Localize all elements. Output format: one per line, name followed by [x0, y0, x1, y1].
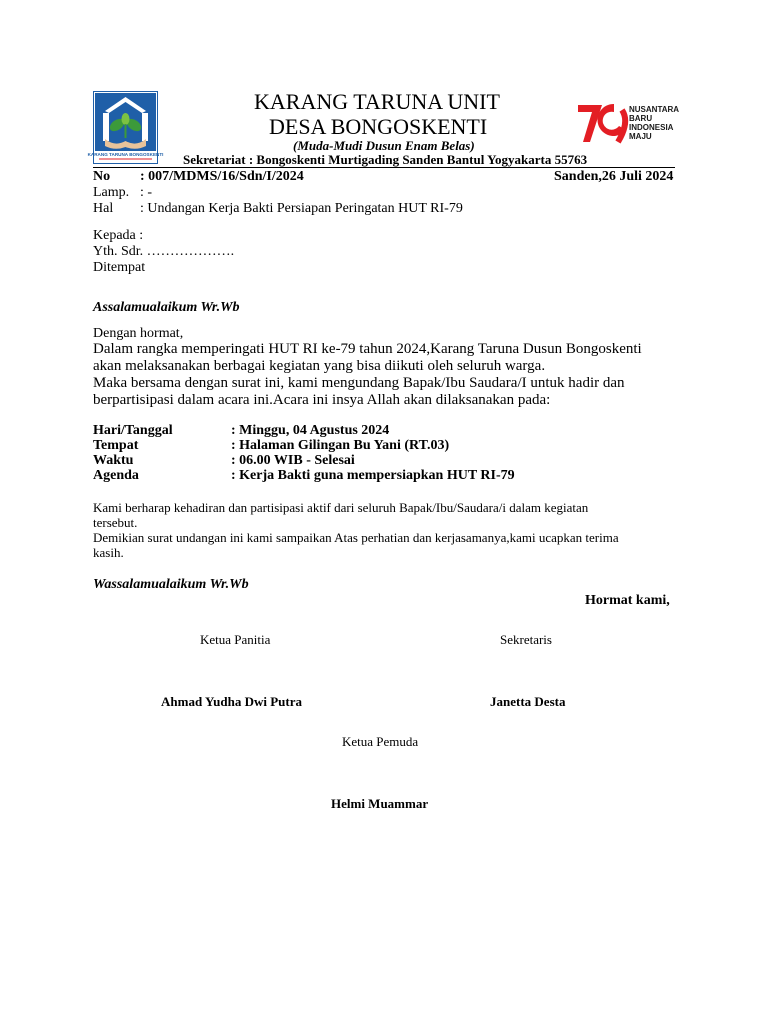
closing-line-2: tersebut.: [93, 515, 138, 530]
ketua-pemuda-title: Ketua Pemuda: [342, 734, 419, 749]
closing-line-4: kasih.: [93, 545, 124, 560]
recipient-kepada: Kepada :: [93, 228, 144, 243]
logo-right-line4: MAJU: [629, 132, 652, 141]
hal-value: : Undangan Kerja Bakti Persiapan Peringatan HUT RI-79: [140, 201, 463, 216]
event-value-day: : Minggu, 04 Agustus 2024: [231, 423, 390, 438]
recipient-yth: Yth. Sdr. ……………….: [93, 244, 235, 259]
event-value-place: : Halaman Gilingan Bu Yani (RT.03): [231, 438, 450, 453]
organization-subtitle: (Muda-Mudi Dusun Enam Belas): [293, 138, 475, 153]
lamp-label: Lamp.: [93, 185, 130, 200]
salutation: Dengan hormat,: [93, 326, 184, 341]
secretariat-address: Sekretariat : Bongoskenti Murtigading Sanden Bantul Yogyakarta 55763: [183, 152, 588, 167]
event-label-time: Waktu: [93, 453, 134, 468]
paragraph-2-line-2: berpartisipasi dalam acara ini.Acara ini insya Allah akan dilaksanakan pada:: [93, 392, 551, 408]
event-value-time: : 06.00 WIB - Selesai: [231, 453, 355, 468]
paragraph-1-line-2: akan melaksanakan berbagai kegiatan yang bisa diikuti oleh seluruh warga.: [93, 358, 546, 374]
karang-taruna-logo: [87, 91, 164, 164]
ketua-pemuda-name: Helmi Muammar: [331, 796, 429, 811]
letter-date: Sanden,26 Juli 2024: [554, 169, 674, 184]
paragraph-2-line-1: Maka bersama dengan surat ini, kami mengundang Bapak/Ibu Saudara/I untuk hadir dan: [93, 375, 625, 391]
event-label-agenda: Agenda: [93, 468, 139, 483]
logo-right-line2: BARU: [629, 114, 653, 123]
closing-line-3: Demikian surat undangan ini kami sampaikan Atas perhatian dan kerjasamanya,kami ucapkan terima: [93, 530, 619, 545]
recipient-ditempat: Ditempat: [93, 260, 146, 275]
no-value: : 007/MDMS/16/Sdn/I/2024: [140, 169, 304, 184]
hormat-kami: Hormat kami,: [585, 593, 670, 608]
logo-right-line3: INDONESIA: [629, 123, 674, 132]
header-divider: [93, 167, 675, 168]
ketua-panitia-title: Ketua Panitia: [200, 632, 271, 647]
ketua-panitia-name: Ahmad Yudha Dwi Putra: [161, 694, 302, 709]
sekretaris-title: Sekretaris: [500, 632, 552, 647]
event-label-place: Tempat: [93, 438, 139, 453]
closing-line-1: Kami berharap kehadiran dan partisipasi aktif dari seluruh Bapak/Ibu/Saudara/i dalam kegiatan: [93, 500, 589, 515]
event-value-agenda: : Kerja Bakti guna mempersiapkan HUT RI-79: [231, 468, 515, 483]
hal-label: Hal: [93, 201, 114, 216]
event-label-day: Hari/Tanggal: [93, 423, 173, 438]
farewell: Wassalamualaikum Wr.Wb: [93, 577, 249, 592]
organization-name-line1: KARANG TARUNA UNIT: [254, 89, 500, 114]
organization-name-line2: DESA BONGOSKENTI: [269, 114, 488, 139]
greeting: Assalamualaikum Wr.Wb: [93, 300, 240, 315]
hut-ri-79-logo: [576, 100, 688, 148]
logo-right-line1: NUSANTARA: [629, 105, 680, 114]
no-label: No: [93, 169, 111, 184]
paragraph-1-line-1: Dalam rangka memperingati HUT RI ke-79 tahun 2024,Karang Taruna Dusun Bongoskenti: [93, 341, 642, 357]
lamp-value: : -: [140, 185, 153, 200]
sekretaris-name: Janetta Desta: [490, 694, 566, 709]
logo-left-text: KARANG TARUNA BONGOSKENTI: [87, 152, 164, 157]
